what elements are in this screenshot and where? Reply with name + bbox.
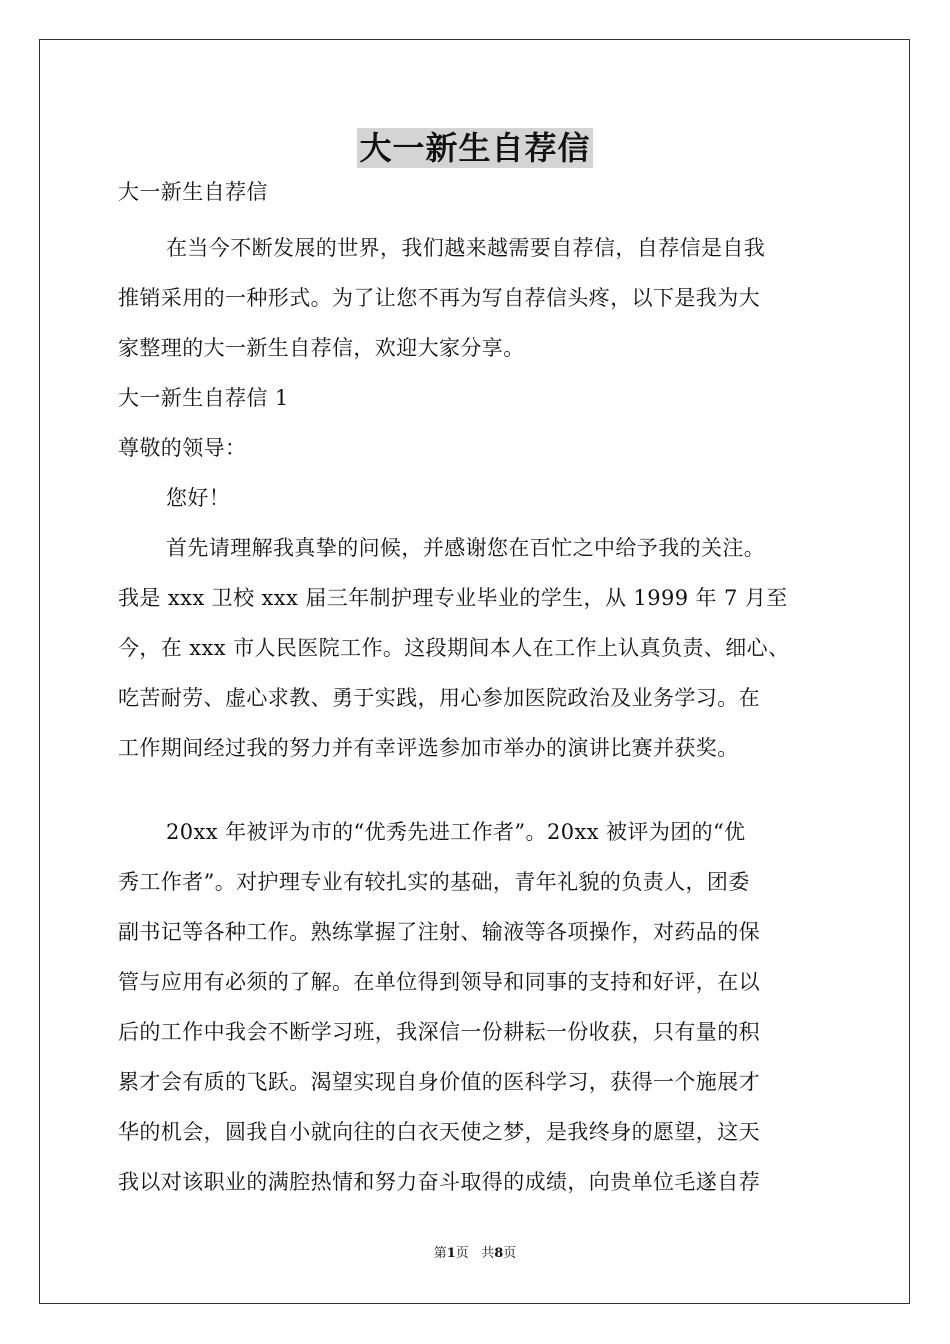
text-line: 尊敬的领导：	[118, 436, 247, 460]
text-line: 推销采用的一种形式。为了让您不再为写自荐信头疼，以下是我为大	[118, 286, 760, 310]
text-line: 副书记等各种工作。熟练掌握了注射、输液等各项操作，对药品的保	[118, 920, 760, 944]
page-footer	[0, 1246, 950, 1262]
page-number: 1	[446, 1246, 456, 1261]
page-border	[39, 39, 910, 1304]
text-line: 您好！	[166, 486, 231, 510]
total-prefix: 共	[481, 1246, 495, 1261]
text-line: 秀工作者”。对护理专业有较扎实的基础，青年礼貌的负责人，团委	[118, 870, 750, 894]
text-line: 首先请理解我真挚的问候，并感谢您在百忙之中给予我的关注。	[166, 536, 766, 560]
document-title: 大一新生自荐信	[359, 129, 591, 167]
text-line: 管与应用有必须的了解。在单位得到领导和同事的支持和好评，在以	[118, 970, 760, 994]
page-suffix: 页	[455, 1246, 469, 1261]
total-pages: 8	[494, 1246, 504, 1261]
title-area	[0, 128, 950, 168]
text-line: 今，在 xxx 市人民医院工作。这段期间本人在工作上认真负责、细心、	[118, 636, 790, 660]
text-line: 大一新生自荐信	[118, 180, 268, 204]
text-line: 华的机会，圆我自小就向往的白衣天使之梦，是我终身的愿望，这天	[118, 1120, 760, 1144]
text-line: 在当今不断发展的世界，我们越来越需要自荐信，自荐信是自我	[166, 236, 766, 260]
text-line: 吃苦耐劳、虚心求教、勇于实践，用心参加医院政治及业务学习。在	[118, 686, 760, 710]
text-line: 大一新生自荐信 1	[118, 386, 289, 410]
text-line: 我以对该职业的满腔热情和努力奋斗取得的成绩，向贵单位毛遂自荐	[118, 1170, 760, 1194]
text-line: 后的工作中我会不断学习班，我深信一份耕耘一份收获，只有量的积	[118, 1020, 760, 1044]
page-prefix: 第	[433, 1246, 447, 1261]
text-line: 家整理的大一新生自荐信，欢迎大家分享。	[118, 336, 525, 360]
text-line: 工作期间经过我的努力并有幸评选参加市举办的演讲比赛并获奖。	[118, 736, 739, 760]
text-line: 20xx 年被评为市的“优秀先进工作者”。20xx 被评为团的“优	[166, 820, 746, 844]
text-line: 我是 xxx 卫校 xxx 届三年制护理专业毕业的学生，从 1999 年 7 月至	[118, 586, 788, 610]
total-suffix: 页	[503, 1246, 517, 1261]
text-line: 累才会有质的飞跃。渴望实现自身价值的医科学习，获得一个施展才	[118, 1070, 760, 1094]
